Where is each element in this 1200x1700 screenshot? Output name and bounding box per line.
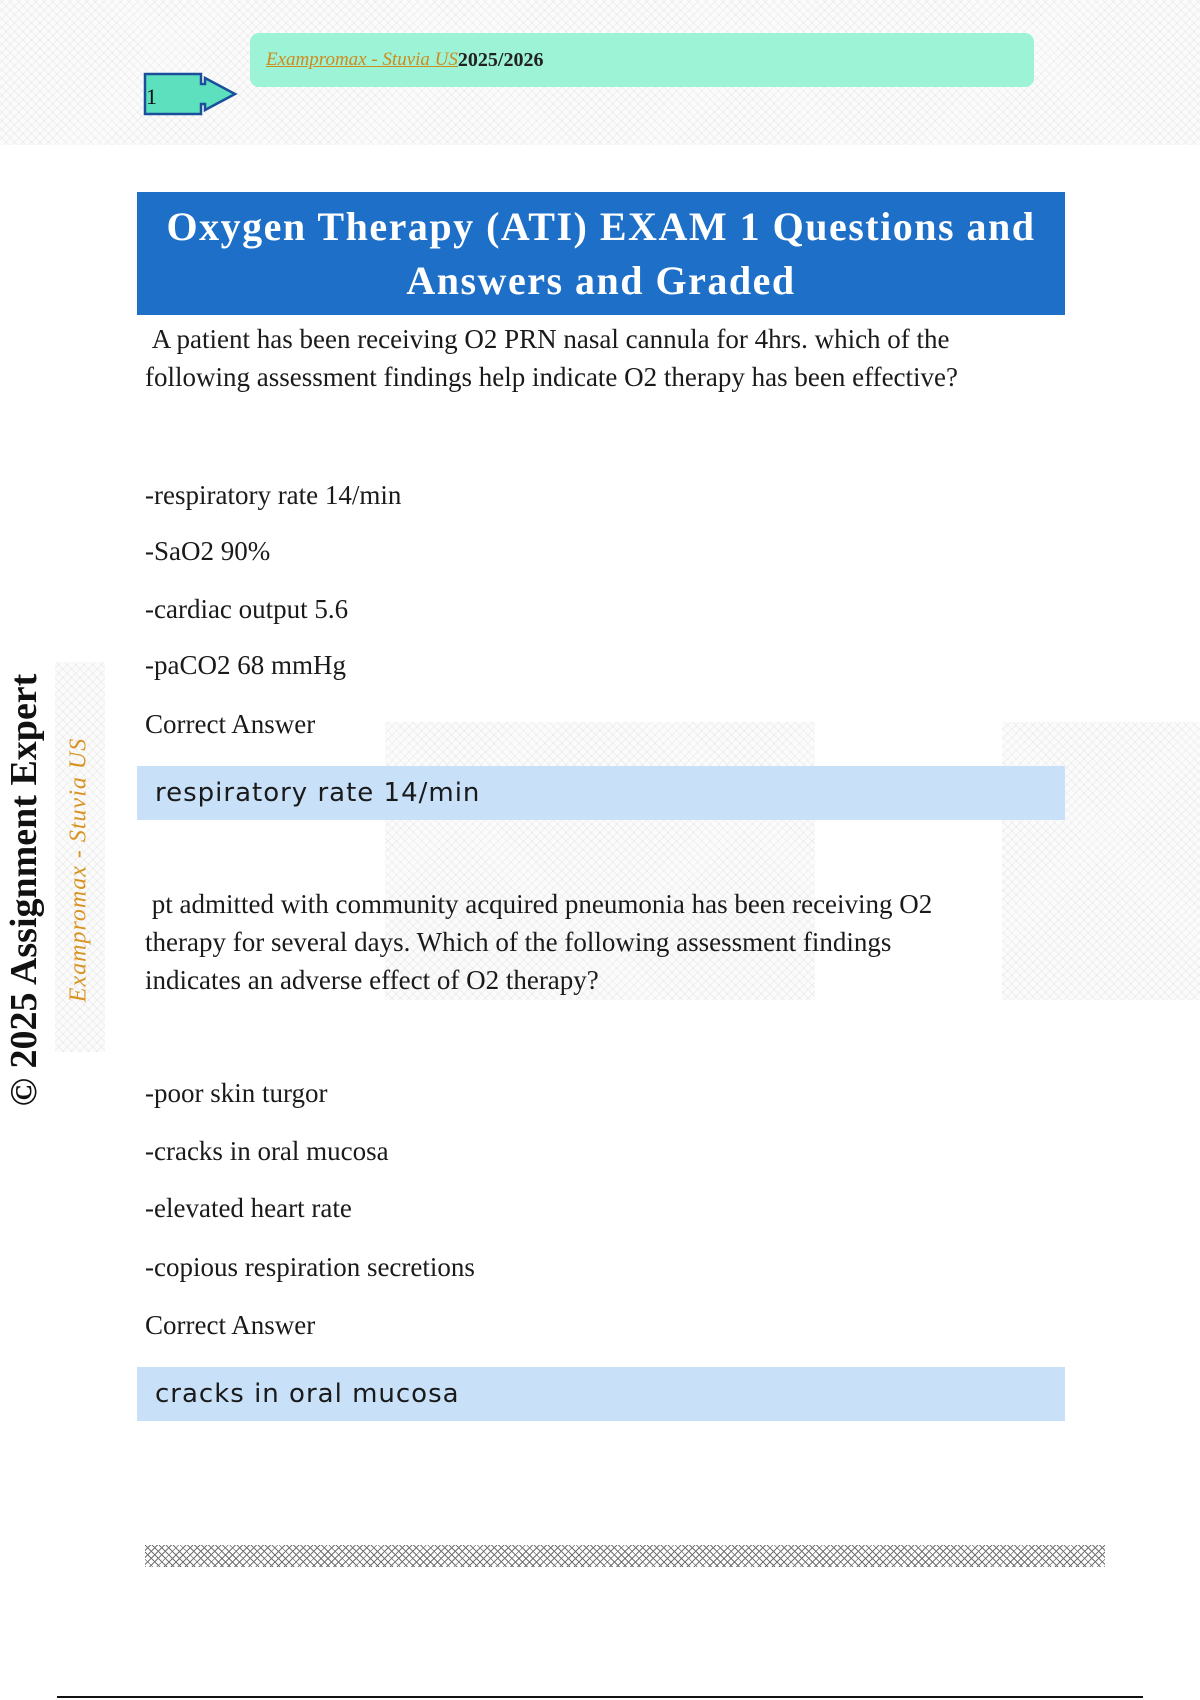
correct-answer-label: Correct Answer	[145, 709, 316, 739]
answer-option: -poor skin turgor	[145, 1078, 328, 1108]
answer-option: -cracks in oral mucosa	[145, 1136, 389, 1166]
correct-answer-label: Correct Answer	[145, 1310, 316, 1340]
header-year: 2025/2026	[457, 48, 544, 71]
question-text: A patient has been receiving O2 PRN nasal cannula for 4hrs. which of the following assessment findings help indicate O2 therapy has been effective?	[145, 324, 959, 392]
page-title: Oxygen Therapy (ATI) EXAM 1 Questions and Answers and Graded	[137, 192, 1065, 315]
answer-option: -cardiac output 5.6	[145, 594, 349, 624]
correct-answer-box: respiratory rate 14/min	[137, 766, 1065, 820]
footer-rule	[57, 1696, 1143, 1698]
question-text: pt admitted with community acquired pneumonia has been receiving O2 therapy for several days. Which of the following assessment findings indicates an adverse effect of O2 therapy?	[145, 889, 933, 995]
page-arrow-icon	[143, 72, 239, 116]
page-number: 1	[146, 84, 157, 109]
answer-option: -elevated heart rate	[145, 1193, 352, 1223]
answer-option: -copious respiration secretions	[145, 1252, 475, 1282]
correct-answer-box: cracks in oral mucosa	[137, 1367, 1065, 1421]
copyright-text: © 2025 Assignment Expert	[3, 673, 45, 1107]
header-bar	[250, 33, 1034, 87]
divider	[145, 1545, 1105, 1567]
answer-option: -respiratory rate 14/min	[145, 480, 402, 510]
answer-option: -paCO2 68 mmHg	[145, 650, 346, 680]
header-link[interactable]: Exampromax - Stuvia US	[266, 49, 458, 70]
watermark-text: Exampromax - Stuvia US	[65, 737, 92, 1003]
answer-option: -SaO2 90%	[145, 536, 271, 566]
